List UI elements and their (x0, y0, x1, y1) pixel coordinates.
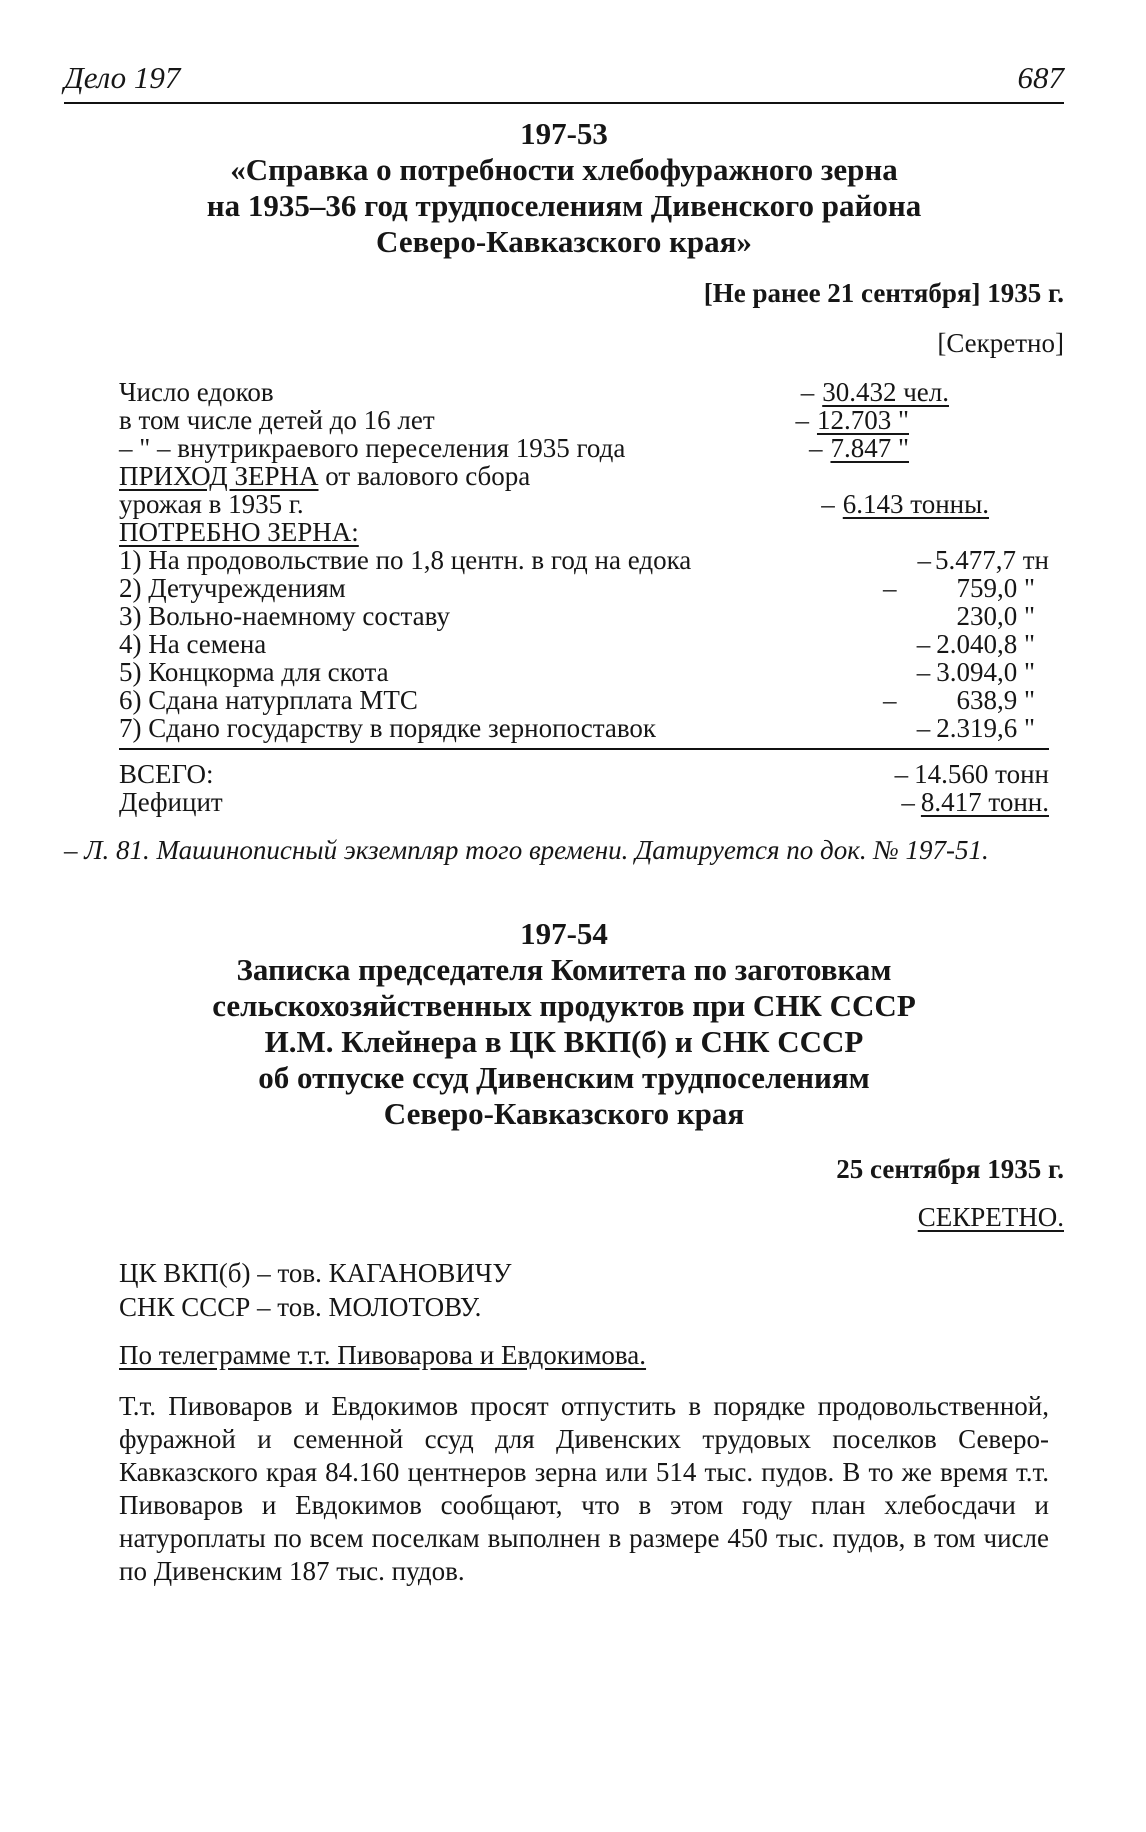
calc-label: 7) Сдано государству в порядке зернопоставок (119, 713, 657, 743)
calc-row-deficit (119, 788, 1049, 816)
calc-dash: – (800, 377, 815, 407)
calc-row (119, 714, 1049, 742)
calc-value: 759,0 " (956, 573, 1035, 603)
calc-label: 1) На продовольствие по 1,8 центн. в год на едока (119, 545, 692, 575)
doc2-classification: СЕКРЕТНО. (917, 1202, 1064, 1232)
page-number: 687 (1017, 60, 1064, 95)
doc1-archival-note: – Л. 81. Машинописный экземпляр того времени. Датируется по док. № 197-51. (64, 835, 989, 865)
calc-label: 4) На семена (119, 629, 267, 659)
calc-label: в том числе детей до 16 лет (119, 405, 435, 435)
calc-row (119, 378, 1049, 406)
calc-dash: – (882, 573, 897, 603)
income-heading: ПРИХОД ЗЕРНА (119, 461, 319, 491)
calc-dash: – (808, 433, 823, 463)
addressee-line: СНК СССР – тов. МОЛОТОВУ. (119, 1292, 482, 1322)
total-value: 14.560 тонн (914, 759, 1049, 789)
calc-dash: – (795, 405, 809, 435)
doc1-title-line: Северо-Кавказского края» (376, 224, 752, 259)
doc2-body: Т.т. Пивоваров и Евдокимов просят отпустить в порядке продовольственной, фуражной и семенной ссуд для Дивенских трудовых поселков Северо-Кавказского края 84.160 центнеров зерна или 514 тыс. пудов. В то же время т.т. Пивоваров и Евдокимов сообщают, что в этом году план хлебосдачи и натуроплаты по всем поселкам выполнен в размере 450 тыс. пудов, в том числе по Дивенским 187 тыс. пудов. (119, 1391, 1049, 1586)
calc-dash: – (916, 629, 931, 659)
calc-row (119, 658, 1049, 686)
calc-dash: – (916, 657, 931, 687)
calc-label: 6) Сдана натурплата МТС (119, 685, 418, 715)
calc-row (119, 602, 1049, 630)
income-heading-tail: от валового сбора (318, 461, 531, 491)
calc-value: 30.432 чел. (822, 377, 949, 407)
doc1-number: 197-53 (520, 116, 608, 151)
calc-label: Число едоков (119, 377, 274, 407)
calc-dash: – (882, 685, 897, 715)
total-dash: – (894, 759, 909, 789)
doc2-number: 197-54 (520, 916, 608, 951)
doc2-title-line: сельскохозяйственных продуктов при СНК СССР (212, 988, 916, 1023)
doc2-title-line: Северо-Кавказского края (383, 1096, 745, 1131)
total-label: ВСЕГО: (119, 759, 214, 789)
calc-value: 6.143 тонны. (842, 489, 989, 519)
total-separator (119, 748, 1049, 750)
calc-value: 5.477,7 тн (935, 545, 1049, 575)
doc2-title-line: об отпуске ссуд Дивенским трудпоселениям (258, 1060, 870, 1095)
calc-label: урожая в 1935 г. (119, 489, 304, 519)
deficit-label: Дефицит (119, 787, 223, 817)
calc-value: 7.847 " (830, 433, 909, 463)
calc-row (119, 518, 1049, 546)
doc2-title-line: И.М. Клейнера в ЦК ВКП(б) и СНК СССР (264, 1024, 864, 1059)
calc-dash: – (917, 545, 931, 575)
calc-row (119, 406, 1049, 434)
calc-row-total (119, 760, 1049, 788)
calc-label: 2) Детучреждениям (119, 573, 346, 603)
calc-row (119, 630, 1049, 658)
calc-row (119, 490, 1049, 518)
calc-row (119, 686, 1049, 714)
running-header (64, 60, 1064, 104)
calc-value: 12.703 " (816, 405, 909, 435)
doc1-date: [Не ранее 21 сентября] 1935 г. (703, 278, 1064, 308)
deficit-value: 8.417 тонн. (920, 787, 1049, 817)
calc-dash: – (821, 489, 835, 519)
calc-value: 2.319,6 " (936, 713, 1035, 743)
calc-row (119, 546, 1049, 574)
calc-value: 638,9 " (956, 685, 1035, 715)
doc2-title (64, 952, 1064, 1132)
doc2-date: 25 сентября 1935 г. (836, 1154, 1064, 1184)
calc-label: – " – внутрикраевого переселения 1935 года (119, 433, 626, 463)
doc1-title (64, 152, 1064, 260)
deficit-dash: – (901, 787, 915, 817)
calc-label: 5) Концкорма для скота (119, 657, 389, 687)
doc1-title-line: на 1935–36 год трудпоселениям Дивенского района (206, 188, 922, 223)
calc-value: 2.040,8 " (936, 629, 1035, 659)
doc2-subject: По телеграмме т.т. Пивоварова и Евдокимова. (119, 1340, 647, 1370)
calc-dash: – (916, 713, 931, 743)
doc1-classification: [Секретно] (937, 328, 1064, 358)
need-heading: ПОТРЕБНО ЗЕРНА: (119, 517, 359, 547)
case-label: Дело 197 (64, 60, 181, 95)
addressee-block (64, 1256, 1064, 1324)
calc-row (119, 574, 1049, 602)
calc-row (119, 434, 1049, 462)
addressee-line: ЦК ВКП(б) – тов. КАГАНОВИЧУ (119, 1258, 512, 1288)
doc2-title-line: Записка председателя Комитета по заготовкам (236, 952, 892, 987)
doc1-title-line: «Справка о потребности хлебофуражного зерна (230, 152, 898, 187)
calc-label: 3) Вольно-наемному составу (119, 601, 450, 631)
calc-value: 3.094,0 " (936, 657, 1035, 687)
calc-row (119, 462, 1049, 490)
calc-value: 230,0 " (956, 601, 1035, 631)
document-page (64, 60, 1064, 1588)
grain-calculation (119, 378, 1049, 816)
